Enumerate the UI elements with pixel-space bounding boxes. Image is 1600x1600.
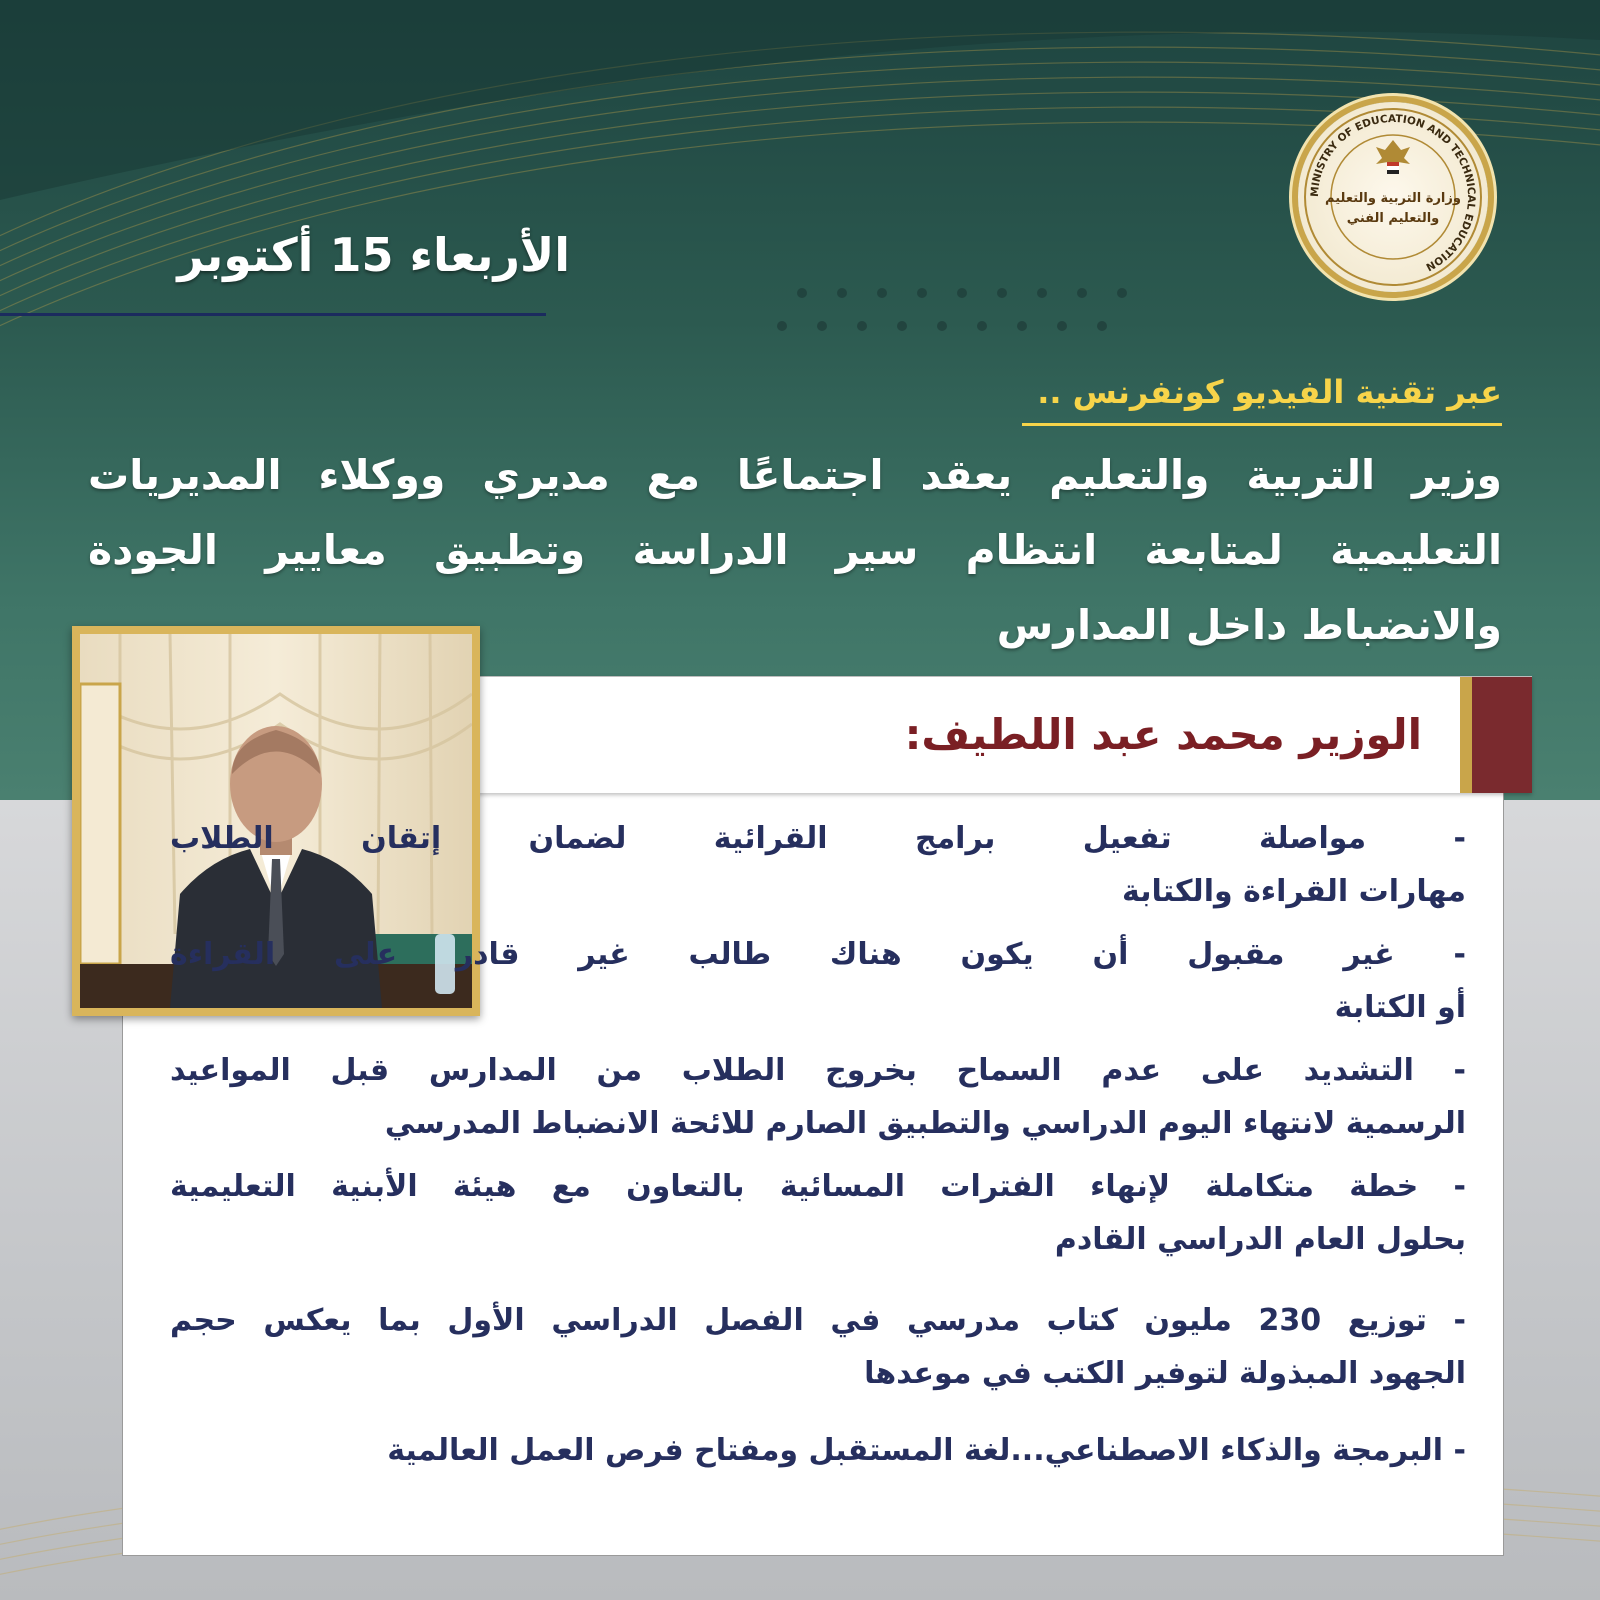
statement-item bbox=[170, 812, 1466, 918]
statement-line: أو الكتابة bbox=[1334, 990, 1466, 1025]
logo-arabic-line1: وزارة التربية والتعليم bbox=[1325, 191, 1461, 206]
minister-name-bar bbox=[478, 676, 1532, 793]
statement-line: - توزيع 230 مليون كتاب مدرسي في الفصل الدراسي الأول بما يعكس حجم bbox=[170, 1303, 1466, 1338]
statement-item bbox=[170, 1294, 1466, 1400]
statement-line: - مواصلة تفعيل برامج القرائية لضمان إتقان الطلاب bbox=[170, 821, 1466, 856]
headline-line: وزير التربية والتعليم يعقد اجتماعًا مع مديري ووكلاء المديريات bbox=[88, 451, 1502, 499]
kicker-underline bbox=[1022, 423, 1502, 426]
statement-item bbox=[170, 928, 1466, 1034]
headline-line: التعليمية لمتابعة انتظام سير الدراسة وتطبيق معايير الجودة bbox=[88, 526, 1502, 574]
name-bar-maroon-block bbox=[1472, 677, 1532, 793]
statement-line: الرسمية لانتهاء اليوم الدراسي والتطبيق الصارم للائحة الانضباط المدرسي bbox=[384, 1106, 1466, 1141]
statement-line: - غير مقبول أن يكون هناك طالب غير قادر على القراءة bbox=[170, 937, 1466, 972]
minister-name: الوزير محمد عبد اللطيف: bbox=[904, 710, 1422, 759]
statement-item bbox=[170, 1424, 1466, 1477]
statement-item bbox=[170, 1160, 1466, 1266]
statement-line: - خطة متكاملة لإنهاء الفترات المسائية بالتعاون مع هيئة الأبنية التعليمية bbox=[170, 1169, 1466, 1204]
logo-arabic-line2: والتعليم الفني bbox=[1346, 211, 1440, 226]
statements-list bbox=[170, 812, 1466, 1477]
statement-item bbox=[170, 1044, 1466, 1150]
ministry-logo bbox=[1298, 102, 1488, 292]
kicker-text: عبر تقنية الفيديو كونفرنس .. bbox=[1037, 373, 1502, 411]
statement-line: بحلول العام الدراسي القادم bbox=[1054, 1222, 1466, 1257]
statement-line: - البرمجة والذكاء الاصطناعي...لغة المستقبل ومفتاح فرص العمل العالمية bbox=[387, 1433, 1466, 1468]
statement-line: - التشديد على عدم السماح بخروج الطلاب من المدارس قبل المواعيد bbox=[170, 1053, 1466, 1088]
headline-line: والانضباط داخل المدارس bbox=[996, 601, 1502, 649]
date-label: الأربعاء 15 أكتوبر bbox=[177, 228, 570, 282]
logo-ring-text: MINISTRY OF EDUCATION AND TECHNICAL EDUCATION bbox=[1308, 112, 1478, 273]
eagle-emblem-icon bbox=[1376, 140, 1410, 174]
statement-line: الجهود المبذولة لتوفير الكتب في موعدها bbox=[864, 1356, 1466, 1391]
date-underline bbox=[0, 313, 546, 316]
statement-line: مهارات القراءة والكتابة bbox=[1122, 874, 1466, 909]
name-bar-gold-stripe bbox=[1460, 677, 1472, 793]
